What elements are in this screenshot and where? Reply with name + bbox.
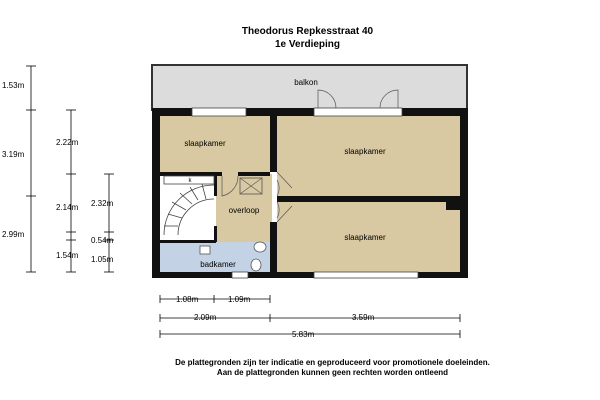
shower-icon — [200, 246, 210, 254]
dim-left-3: 2.99m — [2, 230, 25, 239]
room-slaapkamer-top-right — [277, 116, 460, 196]
sink-icon — [254, 242, 266, 252]
dim-left-inner-2: 2.14m — [56, 203, 79, 212]
closet-k-label: k — [188, 178, 192, 184]
room-label-badkamer: badkamer — [200, 260, 236, 269]
room-label-slaapkamer-top-right: slaapkamer — [344, 147, 386, 156]
address-title: Theodorus Repkesstraat 40 — [241, 26, 374, 37]
dim-left-inner2-3: 1.05m — [91, 255, 114, 264]
dim-left-2: 3.19m — [2, 150, 25, 159]
dim-bottom-3: 2.09m — [194, 313, 217, 322]
toilet-icon — [251, 259, 261, 271]
balcony-area — [152, 65, 467, 110]
disclaimer-line-2: Aan de plattegronden kunnen geen rechten worden ontleend — [216, 368, 449, 377]
room-label-slaapkamer-bottom-right: slaapkamer — [344, 233, 386, 242]
floor-title: 1e Verdieping — [274, 39, 341, 50]
dim-left-inner-3: 1.54m — [56, 251, 79, 260]
disclaimer-line-1: De plattegronden zijn ter indicatie en geproduceerd voor promotionele doeleinden. — [175, 358, 490, 367]
room-label-balkon: balkon — [294, 78, 318, 87]
dim-bottom-total: 5.83m — [292, 330, 315, 339]
dim-bottom-2: 1.09m — [228, 295, 251, 304]
dim-bottom-4: 3.59m — [352, 313, 375, 322]
room-label-slaapkamer-small: slaapkamer — [184, 139, 226, 148]
room-label-overloop: overloop — [228, 206, 260, 215]
dim-left-inner-1: 2.22m — [56, 138, 79, 147]
dim-left-inner2-1: 2.32m — [91, 199, 114, 208]
dim-left-1: 1.53m — [2, 81, 25, 90]
dim-left-inner2-2: 0.54m — [91, 236, 114, 245]
dim-bottom-1: 1.08m — [176, 295, 199, 304]
